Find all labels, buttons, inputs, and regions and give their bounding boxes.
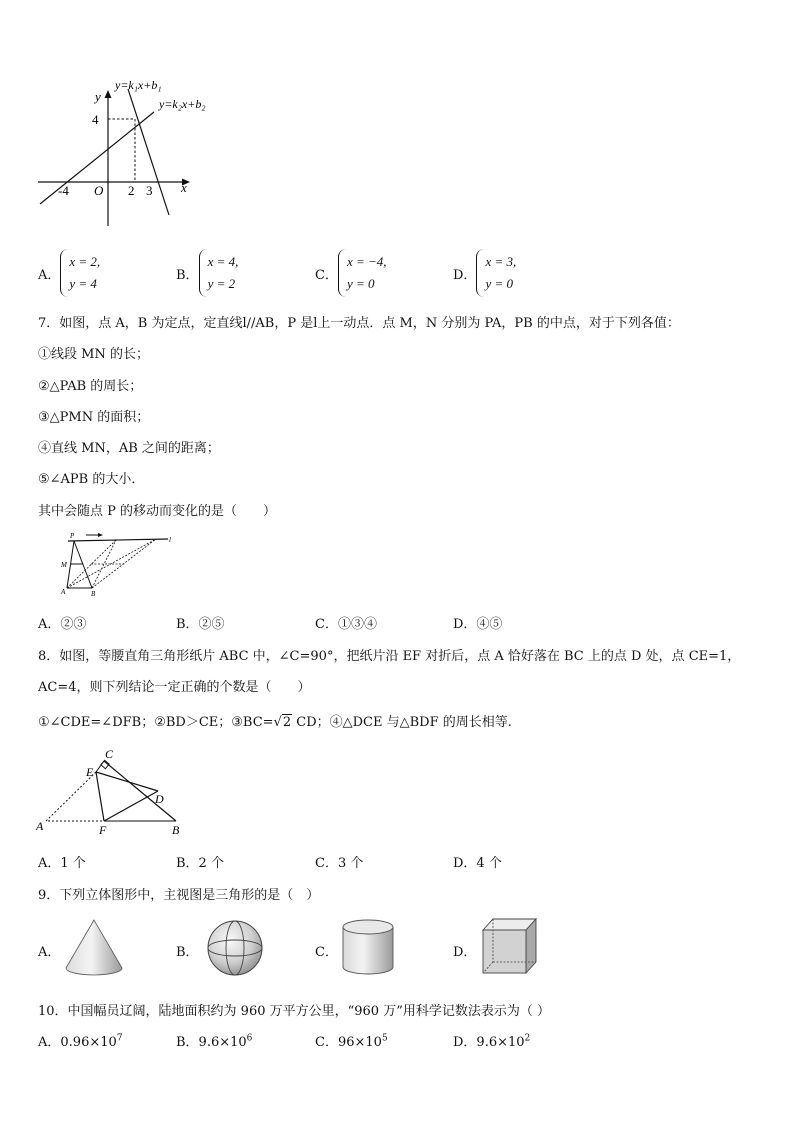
option-letter: D． xyxy=(453,267,477,283)
system-row-2: y = 4 xyxy=(69,276,97,291)
option-exponent: 5 xyxy=(381,1033,388,1044)
system-row-2: y = 0 xyxy=(485,276,513,291)
system-row-2: y = 2 xyxy=(207,276,236,291)
cube-icon xyxy=(478,915,540,977)
tick-neg4: -4 xyxy=(58,183,69,198)
system-row-1: x = −4, xyxy=(346,254,387,269)
q8-figure xyxy=(34,746,194,838)
q7-option-c[interactable]: C．①③④ xyxy=(315,617,377,632)
q7-option-b[interactable]: B．②⑤ xyxy=(176,617,225,632)
q7-question: 其中会随点 P 的移动而变化的是（ ） xyxy=(38,504,277,519)
option-exponent: 7 xyxy=(116,1033,123,1044)
cylinder-icon xyxy=(340,917,396,979)
option-letter: C． xyxy=(315,267,338,283)
q9-stem: 9．下列立体图形中，主视图是三角形的是（ ） xyxy=(38,888,320,903)
q7-item-4: ④直线 MN，AB 之间的距离； xyxy=(38,441,220,456)
q6-option-c[interactable] xyxy=(315,249,387,297)
q7-item-2: ②△PAB 的周长； xyxy=(38,379,143,394)
q8-option-a[interactable]: A．1 个 xyxy=(38,856,86,871)
option-base: C．96×10 xyxy=(315,1035,382,1050)
origin-label: O xyxy=(94,183,104,198)
segment-fd xyxy=(104,791,158,821)
q6-graph xyxy=(32,74,232,236)
q9-option-a[interactable]: A． xyxy=(38,945,61,960)
option-base: A．0.96×10 xyxy=(38,1035,117,1050)
line1-label: y=k₁x+b₁ xyxy=(115,78,162,92)
q8-option-d[interactable]: D．4 个 xyxy=(453,856,502,871)
y-axis-arrow xyxy=(105,90,112,98)
label-b: B xyxy=(91,590,96,598)
label-b: B xyxy=(172,823,180,837)
option-base: D．9.6×10 xyxy=(453,1035,525,1050)
option-exponent: 6 xyxy=(246,1033,253,1044)
label-p: P xyxy=(70,532,75,540)
q10-option-b[interactable] xyxy=(176,1031,252,1050)
q8-option-b[interactable]: B．2 个 xyxy=(176,856,224,871)
x-axis-label: x xyxy=(181,180,187,195)
q8-option-c[interactable]: C．3 个 xyxy=(315,856,364,871)
label-f: F xyxy=(99,823,107,837)
q7-option-d[interactable]: D．④⑤ xyxy=(453,617,503,632)
system-row-2: y = 0 xyxy=(346,276,375,291)
q8-conclusions-part-2: CD；④△DCE 与△BDF 的周长相等. xyxy=(296,715,512,730)
segment-ae-dotted xyxy=(46,772,96,821)
segment-ed xyxy=(96,772,158,791)
label-l: l xyxy=(169,536,171,544)
q10-option-c[interactable] xyxy=(315,1031,388,1050)
q9-option-d[interactable]: D． xyxy=(453,945,477,960)
segment-ef xyxy=(96,772,104,821)
option-base: B．9.6×10 xyxy=(176,1035,247,1050)
sqrt-radicand: 2 xyxy=(282,715,292,730)
q6-option-d[interactable] xyxy=(453,249,516,297)
dashed-pb-2 xyxy=(92,539,156,588)
q9-option-b[interactable]: B． xyxy=(176,945,199,960)
q6-option-b[interactable] xyxy=(176,249,238,297)
sqrt-symbol: √ xyxy=(273,715,282,730)
option-letter: A． xyxy=(38,267,61,283)
label-a: A xyxy=(36,819,44,833)
q8-conclusions xyxy=(38,711,512,730)
sphere-icon xyxy=(204,918,266,978)
segment-cb xyxy=(104,761,176,821)
q10-stem: 10．中国幅员辽阔，陆地面积约为 960 万平方公里，“960 万”用科学记数法表示为（ ） xyxy=(38,1004,550,1019)
q7-item-3: ③△PMN 的面积； xyxy=(38,410,150,425)
q7-option-a[interactable]: A．②③ xyxy=(38,617,87,632)
q8-stem-line-1: 8．如图，等腰直角三角形纸片 ABC 中，∠C=90°，把纸片沿 EF 对折后，点 A 恰好落在 BC 上的点 D 处，点 CE=1， xyxy=(38,649,741,664)
q6-option-a[interactable] xyxy=(38,249,100,297)
label-d: D xyxy=(155,792,164,806)
label-c: C xyxy=(105,747,114,761)
q10-option-a[interactable] xyxy=(38,1031,123,1050)
q7-item-5: ⑤∠APB 的大小． xyxy=(38,472,145,487)
motion-arrow-head xyxy=(98,533,103,537)
line2-label: y=k₂x+b₂ xyxy=(159,97,206,111)
system-row-1: x = 3, xyxy=(485,254,517,269)
q8-conclusions-part-1: ①∠CDE=∠DFB；②BD＞CE；③BC= xyxy=(38,715,274,730)
option-letter: B． xyxy=(176,267,199,283)
tick-2: 2 xyxy=(128,183,135,198)
q7-item-1: ①线段 MN 的长； xyxy=(38,347,149,362)
q7-figure xyxy=(56,530,176,602)
system-row-1: x = 4, xyxy=(207,254,239,269)
q10-option-d[interactable] xyxy=(453,1031,530,1050)
q7-stem: 7．如图，点 A，B 为定点，定直线l//AB，P 是l上一动点．点 M，N 分别为 PA，PB 的中点，对于下列各值： xyxy=(38,316,680,331)
option-exponent: 2 xyxy=(524,1033,531,1044)
y-axis-label: y xyxy=(95,89,101,104)
q8-stem-line-2: AC=4，则下列结论一定正确的个数是（ ） xyxy=(38,680,311,695)
label-e: E xyxy=(86,765,94,779)
cone-icon xyxy=(62,916,126,978)
q9-option-c[interactable]: C． xyxy=(315,945,338,960)
tick-3: 3 xyxy=(146,183,153,198)
system-row-1: x = 2, xyxy=(69,254,101,269)
label-m: M xyxy=(61,561,67,569)
tick-4-y: 4 xyxy=(92,112,99,127)
label-a: A xyxy=(61,588,66,596)
